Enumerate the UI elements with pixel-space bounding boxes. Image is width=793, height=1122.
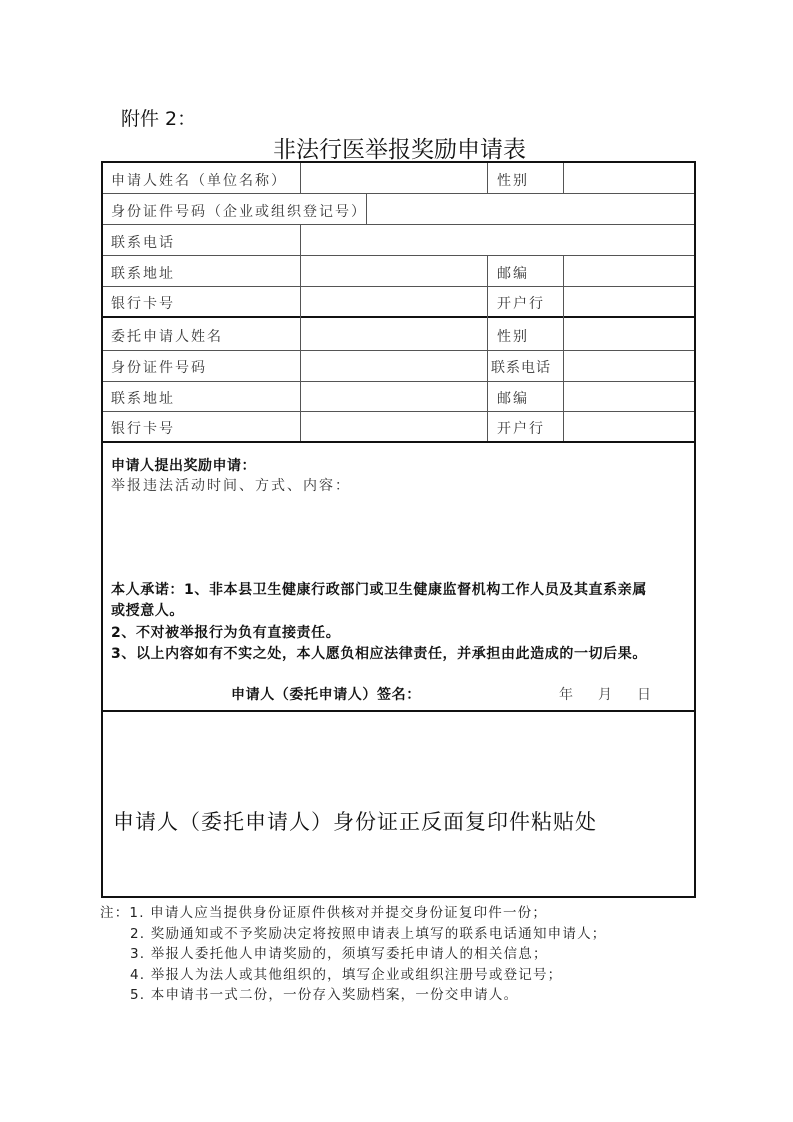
note-item: 注：1. 申请人应当提供身份证原件供核对并提交身份证复印件一份； <box>100 905 548 921</box>
agent-bank-card-field[interactable] <box>308 415 483 439</box>
agent-bank-label: 开户行 <box>497 421 545 437</box>
section-divider <box>103 316 694 318</box>
applicant-postcode-field[interactable] <box>569 260 689 284</box>
id-copy-paste-area-label: 申请人（委托申请人）身份证正反面复印件粘贴处 <box>113 810 597 834</box>
applicant-bank-card-label: 银行卡号 <box>111 296 175 312</box>
agent-name-label: 委托申请人姓名 <box>111 329 223 345</box>
signature-label: 申请人（委托申请人）签名： <box>231 687 421 703</box>
agent-id-field[interactable] <box>308 354 483 378</box>
promise-line-4: 3、以上内容如有不实之处，本人愿负相应法律责任，并承担由此造成的一切后果。 <box>111 646 647 662</box>
applicant-name-label: 申请人姓名（单位名称） <box>111 173 287 189</box>
row-divider <box>103 286 694 287</box>
agent-address-label: 联系地址 <box>111 391 175 407</box>
applicant-address-label: 联系地址 <box>111 266 175 282</box>
applicant-phone-label: 联系电话 <box>111 235 175 251</box>
form-title <box>0 131 793 164</box>
applicant-postcode-label: 邮编 <box>497 266 529 282</box>
col-divider <box>563 255 564 441</box>
agent-phone-field[interactable] <box>569 354 689 378</box>
row-divider <box>103 224 694 225</box>
col-divider <box>300 224 301 441</box>
row-divider <box>103 411 694 412</box>
application-form-table <box>101 161 696 898</box>
agent-address-field[interactable] <box>308 385 483 409</box>
col-divider <box>487 163 488 193</box>
date-year-label: 年 <box>559 687 575 703</box>
promise-line-2: 或授意人。 <box>111 603 184 619</box>
attachment-label: 附件 2： <box>121 108 197 130</box>
row-divider <box>103 193 694 194</box>
applicant-id-label: 身份证件号码（企业或组织登记号） <box>111 204 367 220</box>
applicant-bank-field[interactable] <box>569 290 689 314</box>
applicant-bank-card-field[interactable] <box>308 290 483 314</box>
note-item: 4. 举报人为法人或其他组织的，填写企业或组织注册号或登记号； <box>130 966 563 983</box>
note-item: 5. 本申请书一式二份，一份存入奖励档案，一份交申请人。 <box>130 987 519 1003</box>
request-heading: 申请人提出奖励申请： <box>111 458 256 474</box>
agent-postcode-field[interactable] <box>569 385 689 409</box>
note-item: 3. 举报人委托他人申请奖励的，须填写委托申请人的相关信息； <box>130 946 548 962</box>
promise-line-1: 本人承诺：1、非本县卫生健康行政部门或卫生健康监督机构工作人员及其直系亲属 <box>111 582 647 598</box>
section-divider <box>103 710 694 712</box>
section-divider <box>103 441 694 443</box>
signature-field[interactable] <box>433 681 543 703</box>
row-divider <box>103 381 694 382</box>
agent-bank-field[interactable] <box>569 415 689 439</box>
notes-section <box>100 903 606 1006</box>
applicant-bank-label: 开户行 <box>497 296 545 312</box>
applicant-name-field[interactable] <box>308 167 483 191</box>
agent-phone-label: 联系电话 <box>491 360 551 376</box>
row-divider <box>103 350 694 351</box>
col-divider <box>300 163 301 193</box>
applicant-gender-field[interactable] <box>569 167 689 191</box>
col-divider <box>487 255 488 441</box>
applicant-phone-field[interactable] <box>308 229 688 253</box>
promise-line-3: 2、不对被举报行为负有直接责任。 <box>111 625 341 641</box>
request-content-field[interactable] <box>111 497 686 569</box>
agent-id-label: 身份证件号码 <box>111 360 207 376</box>
agent-gender-field[interactable] <box>569 323 689 347</box>
col-divider <box>563 163 564 193</box>
applicant-id-field[interactable] <box>373 198 688 222</box>
applicant-gender-label: 性别 <box>497 173 529 189</box>
date-month-label: 月 <box>598 687 614 703</box>
note-item: 2. 奖励通知或不予奖励决定将按照申请表上填写的联系电话通知申请人； <box>130 925 607 942</box>
applicant-address-field[interactable] <box>308 260 483 284</box>
row-divider <box>103 255 694 256</box>
agent-postcode-label: 邮编 <box>497 391 529 407</box>
form-title-text: 非法行医举报奖励申请表 <box>273 137 526 163</box>
agent-name-field[interactable] <box>308 323 483 347</box>
date-day-label: 日 <box>637 687 653 703</box>
request-prompt: 举报违法活动时间、方式、内容： <box>111 478 351 494</box>
agent-gender-label: 性别 <box>497 329 529 345</box>
agent-bank-card-label: 银行卡号 <box>111 421 175 437</box>
